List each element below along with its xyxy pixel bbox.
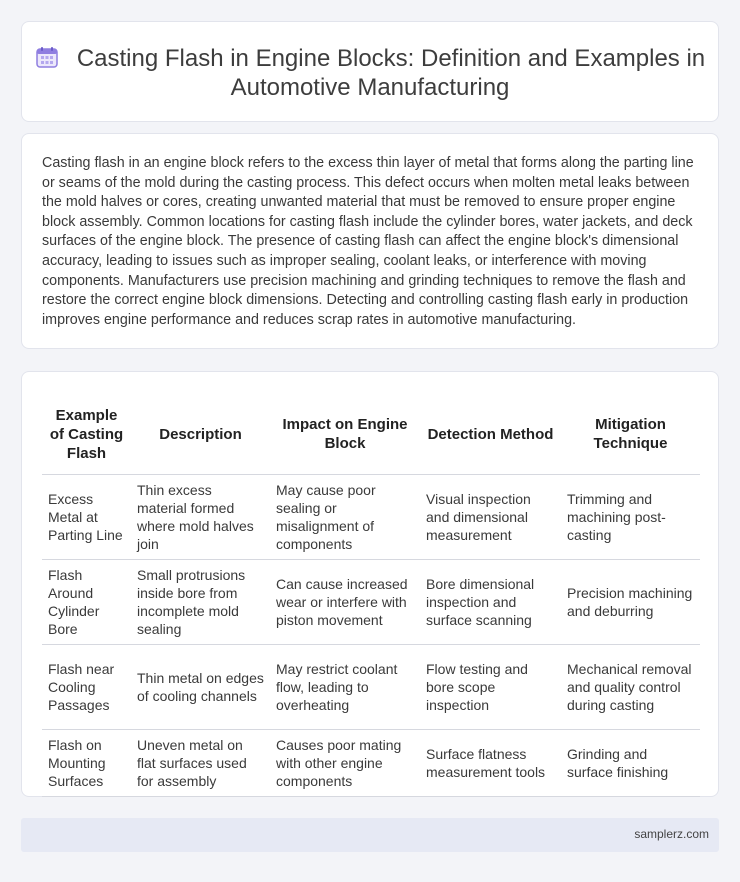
cell-example: Flash near Cooling Passages — [42, 644, 131, 729]
cell-mitigation: Mechanical removal and quality control during casting — [561, 644, 700, 729]
cell-description: Uneven metal on flat surfaces used for assembly — [131, 729, 270, 796]
cell-example: Excess Metal at Parting Line — [42, 474, 131, 559]
table-row — [42, 474, 700, 559]
cell-mitigation: Grinding and surface finishing — [561, 729, 700, 796]
header-impact: Impact on Engine Block — [270, 393, 420, 474]
cell-description: Thin metal on edges of cooling channels — [131, 644, 270, 729]
table-row — [42, 729, 700, 796]
cell-impact: May cause poor sealing or misalignment of components — [270, 474, 420, 559]
table-row — [42, 559, 700, 644]
cell-impact: Can cause increased wear or interfere with piston movement — [270, 559, 420, 644]
header-card — [21, 21, 719, 122]
cell-description: Small protrusions inside bore from incomplete mold sealing — [131, 559, 270, 644]
cell-detection: Surface flatness measurement tools — [420, 729, 561, 796]
page-title-wrap — [22, 44, 718, 102]
cell-detection: Flow testing and bore scope inspection — [420, 644, 561, 729]
intro-paragraph: Casting flash in an engine block refers to the excess thin layer of metal that forms along the parting line or seams of the mold during the casting process. This defect occurs when molten metal leaks between the mold halves or cores, creating unwanted material that must be removed to ensure proper engine block assembly. Common locations for casting flash include the cylinder bores, water jackets, and deck surfaces of the engine block. The presence of casting flash can affect the engine block's dimensional accuracy, leading to issues such as improper sealing, coolant leaks, or interference with moving components. Manufacturers use precision machining and grinding techniques to remove the flash and restore the correct engine block dimensions. Detecting and controlling casting flash early in production improves engine performance and reduces scrap rates in automotive manufacturing. — [42, 155, 694, 328]
cell-mitigation: Trimming and machining post-casting — [561, 474, 700, 559]
cell-example: Flash on Mounting Surfaces — [42, 729, 131, 796]
table-row — [42, 644, 700, 729]
cell-mitigation: Precision machining and deburring — [561, 559, 700, 644]
cell-detection: Bore dimensional inspection and surface scanning — [420, 559, 561, 644]
header-mitigation: Mitigation Technique — [561, 393, 700, 474]
header-description: Description — [131, 393, 270, 474]
cell-detection: Visual inspection and dimensional measurement — [420, 474, 561, 559]
table-header-row — [42, 393, 700, 474]
table-card — [21, 371, 719, 797]
intro-card — [21, 133, 719, 349]
footer-bar — [21, 818, 719, 852]
cell-impact: Causes poor mating with other engine components — [270, 729, 420, 796]
cell-impact: May restrict coolant flow, leading to overheating — [270, 644, 420, 729]
calendar-icon — [35, 45, 59, 69]
page-title: Casting Flash in Engine Blocks: Definition and Examples in Automotive Manufacturing — [76, 45, 706, 101]
cell-description: Thin excess material formed where mold halves join — [131, 474, 270, 559]
cell-example: Flash Around Cylinder Bore — [42, 559, 131, 644]
header-detection: Detection Method — [420, 393, 561, 474]
casting-flash-table — [42, 393, 700, 797]
header-example: Example of Casting Flash — [42, 393, 131, 474]
footer-brand-link[interactable]: samplerz.com — [634, 827, 709, 841]
